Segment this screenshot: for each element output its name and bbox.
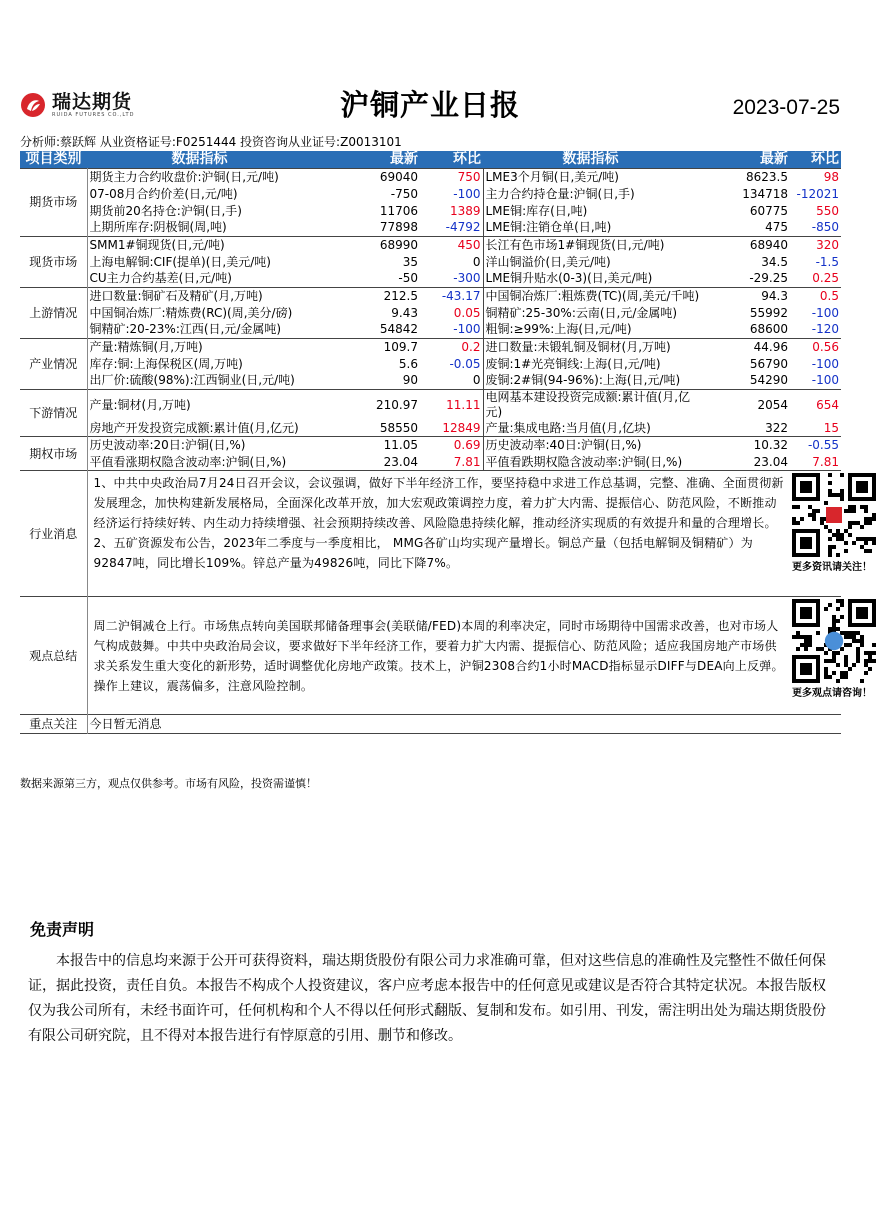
column-header: 最新 [312, 151, 420, 168]
change-value: -850 [811, 220, 839, 235]
latest-value: 35 [402, 254, 418, 269]
change-value: 450 [420, 236, 483, 253]
change-value: -100 [811, 373, 839, 388]
report-title: 沪铜产业日报 [339, 88, 520, 122]
latest-value: 212.5 [312, 287, 420, 304]
table-row [20, 287, 841, 304]
category-cell: 上游情况 [20, 287, 87, 338]
change-value: 98 [790, 168, 841, 185]
indicator-name: 上期所库存:阴极铜(周,吨) [89, 220, 227, 235]
latest-value: 77898 [379, 220, 418, 235]
analyst-info: 分析师:蔡跃辉 从业资格证号:F0251444 投资咨询从业证号:Z0013101 [20, 135, 402, 149]
table-row [20, 219, 841, 236]
indicator-name: 出厂价:硫酸(98%):江西铜业(日,元/吨) [89, 373, 295, 388]
indicator-name: 产量:精炼铜(月,万吨) [87, 338, 312, 355]
latest-value: 9.43 [391, 305, 418, 320]
change-value: -300 [453, 271, 481, 286]
category-cell: 期权市场 [20, 437, 87, 471]
table-row [20, 437, 841, 454]
change-value: 0.5 [790, 287, 841, 304]
latest-value: 69040 [312, 168, 420, 185]
indicator-name: 主力合约持仓量:沪铜(日,手) [483, 185, 698, 202]
industry-news-content [87, 471, 790, 597]
table-row [20, 253, 841, 270]
change-value: 7.81 [812, 454, 839, 469]
report-date: 2023-07-25 [732, 96, 840, 119]
indicator-name: 洋山铜溢价(日,美元/吨) [483, 253, 698, 270]
table-row [20, 420, 841, 437]
focus-content: 今日暂无消息 [87, 715, 841, 734]
latest-value: 2054 [698, 389, 790, 420]
table-row [20, 270, 841, 287]
latest-value: 68990 [312, 236, 420, 253]
change-value: 320 [790, 236, 841, 253]
latest-value: 55992 [749, 305, 788, 320]
logo-english-name: RUIDA FUTURES CO.,LTD [52, 112, 135, 118]
latest-value: 10.32 [698, 437, 790, 454]
indicator-name: 长江有色市场1#铜现货(日,元/吨) [483, 236, 698, 253]
change-value: -100 [811, 356, 839, 371]
column-header: 最新 [698, 151, 790, 168]
indicator-name: 平值看涨期权隐含波动率:沪铜(日,%) [89, 454, 287, 469]
latest-value: 475 [765, 220, 788, 235]
latest-value: 60775 [749, 203, 788, 218]
change-value: 11.11 [420, 389, 483, 420]
indicator-name: 废铜:1#光亮铜线:上海(日,元/吨) [483, 355, 698, 372]
qr-caption: 更多资讯请关注！ [792, 562, 872, 573]
qr-code-cell [790, 597, 872, 715]
change-value: 0.56 [790, 338, 841, 355]
outlook-row [20, 597, 841, 715]
latest-value: 54290 [749, 373, 788, 388]
change-value: 0 [472, 373, 481, 388]
latest-value: 90 [402, 373, 418, 388]
indicator-name: LME铜:库存(日,吨) [483, 202, 698, 219]
change-value: 550 [816, 203, 839, 218]
indicator-name: 中国铜冶炼厂:精炼费(RC)(周,美分/磅) [89, 305, 293, 320]
latest-value: 34.5 [761, 254, 788, 269]
latest-value: 109.7 [312, 338, 420, 355]
latest-value: 5.6 [398, 356, 418, 371]
table-row [20, 185, 841, 202]
latest-value: 23.04 [753, 454, 788, 469]
indicator-name: 上海电解铜:CIF(提单)(日,美元/吨) [89, 254, 271, 269]
change-value: -0.55 [790, 437, 841, 454]
qr-code[interactable] [792, 599, 876, 683]
indicator-name: 历史波动率:20日:沪铜(日,%) [87, 437, 312, 454]
change-value: -43.17 [420, 287, 483, 304]
report-header [0, 0, 860, 149]
indicator-name: 进口数量:铜矿石及精矿(月,万吨) [87, 287, 312, 304]
category-cell: 观点总结 [20, 597, 87, 715]
logo-chinese-name: 瑞达期货 [52, 91, 133, 113]
column-header: 项目类别 [20, 151, 87, 168]
indicator-name: SMM1#铜现货(日,元/吨) [87, 236, 312, 253]
change-value: -100 [453, 186, 481, 201]
column-header: 环比 [790, 151, 841, 168]
table-row [20, 321, 841, 338]
data-table [20, 151, 872, 734]
latest-value: 44.96 [698, 338, 790, 355]
latest-value: 54842 [379, 322, 418, 337]
indicator-name: LME铜:注销仓单(日,吨) [483, 219, 698, 236]
change-value: 1389 [449, 203, 481, 218]
qr-caption: 更多观点请咨询！ [792, 688, 872, 699]
table-row [20, 355, 841, 372]
column-header: 数据指标 [87, 151, 312, 168]
table-row [20, 304, 841, 321]
change-value: 0.69 [420, 437, 483, 454]
change-value: -100 [453, 322, 481, 337]
qr-code[interactable] [792, 473, 876, 557]
news-paragraph: 1、中共中央政治局7月24日召开会议，会议强调，做好下半年经济工作，要坚持稳中求进工作总基调，完整、准确、全面贯彻新发展理念，加快构建新发展格局，全面深化改革开放，加大宏观政策调控力度，着力扩大内需、提振信心、防范风险，不断推动经济运行持续好转、内生动力持续增强、社会预期持续改善、风险隐患持续化解，推动经济实现质的有效提升和量的合理增长。 [93, 476, 784, 530]
table-header-row [20, 151, 841, 168]
category-cell: 重点关注 [20, 715, 87, 734]
indicator-name: 废铜:2#铜(94-96%):上海(日,元/吨) [483, 372, 698, 389]
change-value: -0.05 [449, 356, 481, 371]
indicator-name: LME铜升贴水(0-3)(日,美元/吨) [483, 270, 698, 287]
latest-value: -750 [390, 186, 418, 201]
column-header: 数据指标 [483, 151, 698, 168]
outlook-content [87, 597, 790, 715]
latest-value: 68600 [749, 322, 788, 337]
qr-code-icon [792, 599, 876, 683]
change-value: 654 [790, 389, 841, 420]
latest-value: 11706 [379, 203, 418, 218]
outlook-paragraph: 周二沪铜减仓上行。市场焦点转向美国联邦储备理事会(美联储/FED)本周的利率决定，同时市场期待中国需求改善，也对市场人气构成鼓舞。中共中央政治局会议，要求做好下半年经济工作，要着力扩大内需、提振信心、防范风险；适应我国房地产市场供求关系发生重大变化的新形势，适时调整优化房地产政策。技术上，沪铜2308合约1小时MACD指标显示DIFF与DEA向上反弹。操作上建议，震荡偏多，注意风险控制。 [93, 618, 784, 693]
change-value: -120 [811, 322, 839, 337]
change-value: 0 [472, 254, 481, 269]
indicator-name: 产量:铜材(月,万吨) [87, 389, 312, 420]
change-value: -12021 [796, 186, 839, 201]
qr-code-icon [792, 473, 876, 557]
indicator-name: 铜精矿:20-23%:江西(日,元/金属吨) [89, 322, 282, 337]
indicator-name: 中国铜冶炼厂:粗炼费(TC)(周,美元/千吨) [483, 287, 698, 304]
category-cell: 现货市场 [20, 236, 87, 287]
change-value: 15 [823, 420, 839, 435]
disclaimer-title: 免责声明 [30, 920, 95, 939]
table-row [20, 389, 841, 420]
table-row [20, 454, 841, 471]
change-value: 750 [420, 168, 483, 185]
indicator-name: 平值看跌期权隐含波动率:沪铜(日,%) [483, 454, 698, 471]
latest-value: 134718 [742, 186, 788, 201]
latest-value: 58550 [379, 420, 418, 435]
table-row [20, 236, 841, 253]
indicator-name: 库存:铜:上海保税区(周,万吨) [89, 356, 243, 371]
latest-value: 23.04 [383, 454, 418, 469]
change-value: -4792 [445, 220, 481, 235]
data-source-note: 数据来源第三方，观点仅供参考。市场有风险，投资需谨慎！ [20, 777, 317, 790]
category-cell: 下游情况 [20, 389, 87, 437]
column-header: 环比 [420, 151, 483, 168]
table-row [20, 168, 841, 185]
indicator-name: 铜精矿:25-30%:云南(日,元/金属吨) [483, 304, 698, 321]
latest-value: -50 [398, 271, 418, 286]
indicator-name: CU主力合约基差(日,元/吨) [89, 271, 232, 286]
change-value: 0.05 [453, 305, 481, 320]
change-value: -1.5 [815, 254, 839, 269]
indicator-name: 期货主力合约收盘价:沪铜(日,元/吨) [87, 168, 312, 185]
change-value: 12849 [442, 420, 481, 435]
indicator-name: 历史波动率:40日:沪铜(日,%) [483, 437, 698, 454]
latest-value: 11.05 [312, 437, 420, 454]
latest-value: 210.97 [312, 389, 420, 420]
latest-value: 68940 [698, 236, 790, 253]
category-cell: 产业情况 [20, 338, 87, 389]
indicator-name: 产量:集成电路:当月值(月,亿块) [483, 420, 698, 437]
change-value: 7.81 [453, 454, 481, 469]
latest-value: -29.25 [749, 271, 788, 286]
indicator-name: 进口数量:未锻轧铜及铜材(月,万吨) [483, 338, 698, 355]
indicator-name: 07-08月合约价差(日,元/吨) [89, 186, 238, 201]
table-row [20, 372, 841, 389]
change-value: -100 [811, 305, 839, 320]
indicator-name: 房地产开发投资完成额:累计值(月,亿元) [89, 420, 299, 435]
qr-code-cell [790, 471, 872, 597]
category-cell: 行业消息 [20, 471, 87, 597]
indicator-name: LME3个月铜(日,美元/吨) [483, 168, 698, 185]
latest-value: 56790 [749, 356, 788, 371]
latest-value: 322 [765, 420, 788, 435]
disclaimer-body: 本报告中的信息均来源于公开可获得资料，瑞达期货股份有限公司力求准确可靠，但对这些信息的准确性及完整性不做任何保证，据此投资，责任自负。本报告不构成个人投资建议，客户应考虑本报告中的任何意见或建议是否符合其特定状况。本报告版权仅为我公司所有，未经书面许可，任何机构和个人不得以任何形式翻版、复制和发布。如引用、刊发，需注明出处为瑞达期货股份有限公司研究院，且不得对本报告进行有悖原意的引用、删节和修改。 [28, 953, 826, 1044]
table-row [20, 338, 841, 355]
table-row [20, 202, 841, 219]
category-cell: 期货市场 [20, 168, 87, 236]
indicator-name: 期货前20名持仓:沪铜(日,手) [89, 203, 242, 218]
focus-row [20, 715, 841, 734]
change-value: 0.25 [812, 271, 839, 286]
industry-news-row [20, 471, 841, 597]
indicator-name: 粗铜:≥99%:上海(日,元/吨) [483, 321, 698, 338]
latest-value: 8623.5 [698, 168, 790, 185]
change-value: 0.2 [420, 338, 483, 355]
indicator-name: 电网基本建设投资完成额:累计值(月,亿元) [483, 389, 698, 420]
latest-value: 94.3 [698, 287, 790, 304]
news-paragraph: 2、五矿资源发布公告，2023年二季度与一季度相比， MMG各矿山均实现产量增长。铜总产量（包括电解铜及铜精矿）为92847吨，同比增长109%。锌总产量为49826吨，同比下降7%。 [93, 536, 753, 570]
